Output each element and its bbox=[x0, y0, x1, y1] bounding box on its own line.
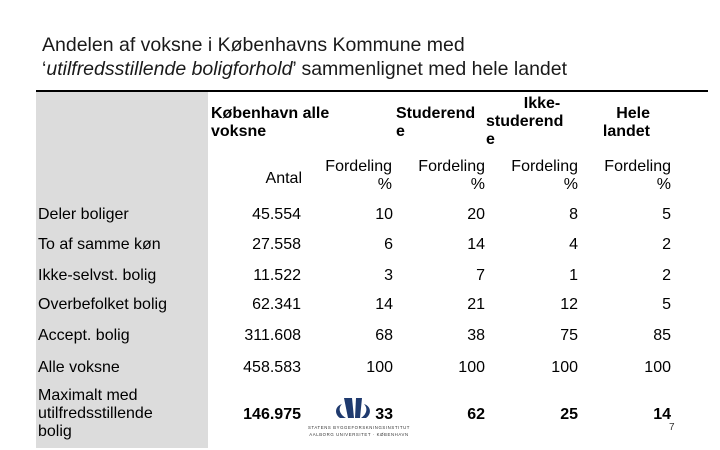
title-italic: utilfredsstillende boligforhold bbox=[46, 58, 293, 80]
cell-antal: 146.975 bbox=[243, 406, 301, 423]
subheader-fordeling-stud: Fordeling % bbox=[418, 158, 485, 193]
page-number: 7 bbox=[669, 422, 675, 433]
cell-ikke: 12 bbox=[560, 296, 578, 313]
subheader-fordeling-kbh: Fordeling % bbox=[325, 158, 392, 193]
row-label-accept: Accept. bolig bbox=[38, 327, 130, 344]
cell-kbh: 14 bbox=[375, 296, 393, 313]
cell-kbh: 10 bbox=[375, 206, 393, 223]
row-label-ikke-selvst: Ikke-selvst. bolig bbox=[38, 267, 157, 284]
sbi-logo-line-2: AALBORG UNIVERSITET · KØBENHAVN bbox=[309, 432, 409, 437]
cell-hele: 2 bbox=[662, 267, 671, 284]
row-label-alle-voksne: Alle voksne bbox=[38, 359, 120, 376]
cell-kbh: 33 bbox=[375, 406, 393, 423]
title-line-2-rest: ’ sammenlignet med hele landet bbox=[292, 58, 568, 80]
title-line-2 bbox=[42, 57, 567, 81]
cell-kbh: 100 bbox=[366, 359, 393, 376]
cell-stud: 62 bbox=[467, 406, 485, 423]
cell-ikke: 1 bbox=[569, 267, 578, 284]
cell-antal: 311.608 bbox=[244, 327, 301, 344]
cell-ikke: 100 bbox=[551, 359, 578, 376]
row-label-overbefolket: Overbefolket bolig bbox=[38, 296, 167, 313]
sbi-logo-mark bbox=[336, 398, 370, 418]
cell-ikke: 75 bbox=[560, 327, 578, 344]
cell-stud: 20 bbox=[467, 206, 485, 223]
cell-ikke: 4 bbox=[569, 236, 578, 253]
cell-ikke: 25 bbox=[560, 406, 578, 423]
cell-stud: 21 bbox=[467, 296, 485, 313]
cell-kbh: 6 bbox=[384, 236, 393, 253]
cell-stud: 14 bbox=[467, 236, 485, 253]
subheader-antal: Antal bbox=[265, 170, 302, 187]
cell-antal: 27.558 bbox=[252, 236, 301, 253]
title-quote-open: ‘ bbox=[42, 58, 47, 80]
cell-hele: 2 bbox=[662, 236, 671, 253]
cell-hele: 14 bbox=[653, 406, 671, 423]
cell-kbh: 3 bbox=[384, 267, 393, 284]
sbi-logo bbox=[296, 396, 422, 440]
slide-title bbox=[42, 33, 567, 81]
cell-ikke: 8 bbox=[569, 206, 578, 223]
title-line-1: Andelen af voksne i Københavns Kommune med bbox=[42, 34, 465, 56]
cell-hele: 5 bbox=[662, 206, 671, 223]
row-label-maximalt: Maximalt med utilfredsstillende bolig bbox=[38, 387, 153, 440]
cell-hele: 85 bbox=[653, 327, 671, 344]
row-label-deler: Deler boliger bbox=[38, 206, 129, 223]
cell-antal: 62.341 bbox=[252, 296, 301, 313]
cell-stud: 38 bbox=[467, 327, 485, 344]
col-header-kbh: København alle voksne bbox=[211, 105, 330, 140]
sbi-logo-line-1: STATENS BYGGEFORSKNINGSINSTITUT bbox=[308, 425, 410, 430]
col-header-hele-landet: Hele landet bbox=[602, 105, 650, 140]
cell-antal: 45.554 bbox=[252, 206, 301, 223]
col-header-ikke-studerende: Ikke- studerend e bbox=[486, 95, 564, 148]
row-label-to-af-samme-koen: To af samme køn bbox=[38, 236, 161, 253]
cell-hele: 5 bbox=[662, 296, 671, 313]
subheader-fordeling-hele: Fordeling % bbox=[604, 158, 671, 193]
cell-stud: 100 bbox=[458, 359, 485, 376]
cell-stud: 7 bbox=[476, 267, 485, 284]
col-header-studerende: Studerend e bbox=[396, 105, 476, 140]
cell-hele: 100 bbox=[644, 359, 671, 376]
subheader-fordeling-ikke: Fordeling % bbox=[511, 158, 578, 193]
cell-antal: 458.583 bbox=[243, 359, 301, 376]
cell-kbh: 68 bbox=[375, 327, 393, 344]
cell-antal: 11.522 bbox=[253, 267, 301, 284]
